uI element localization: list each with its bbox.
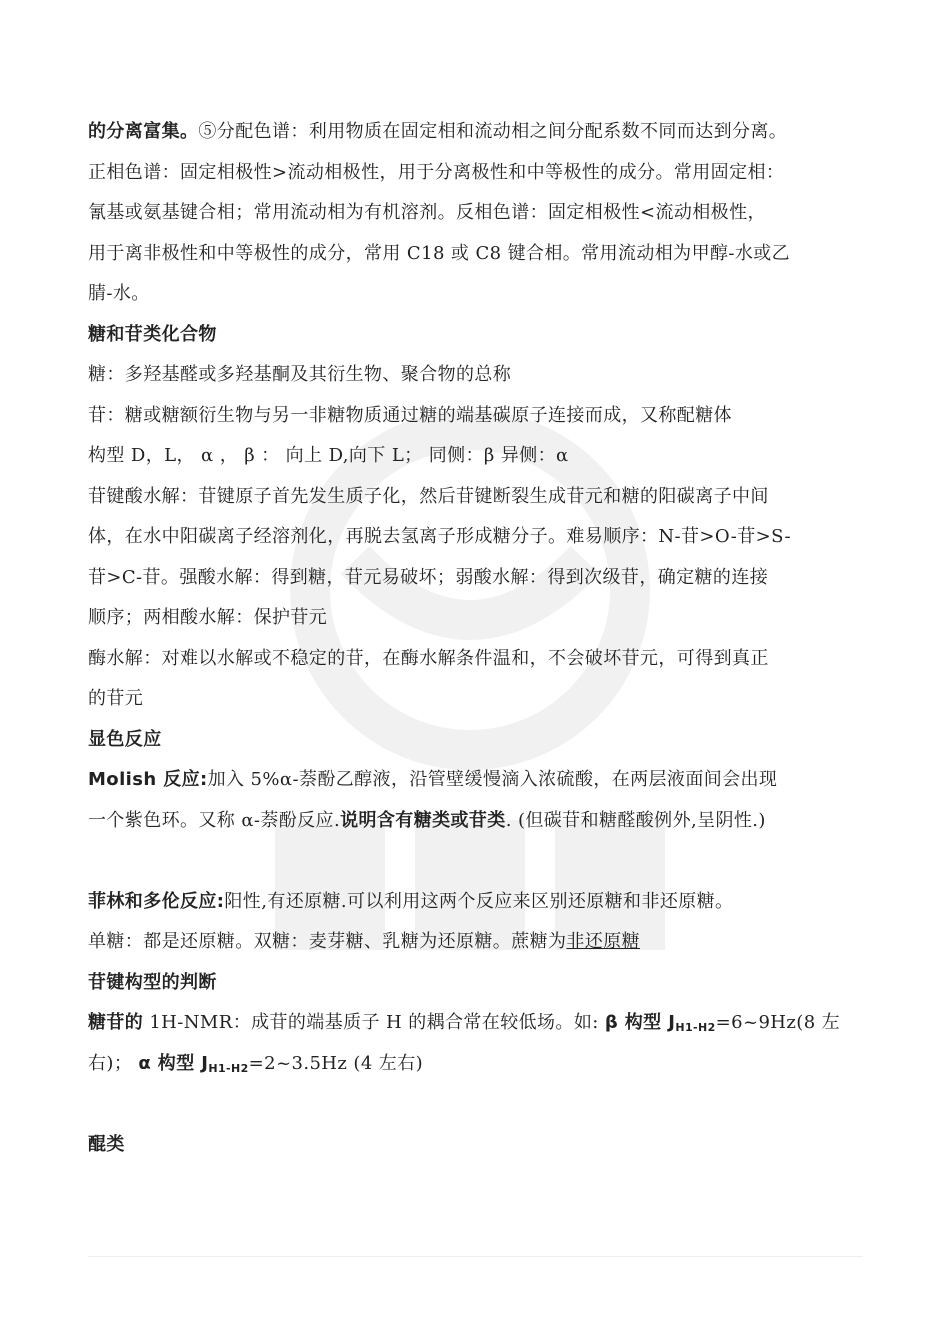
paragraph-line: 构型 D，L， α ， β ： 向上 D,向下 L； 同侧：β 异侧：α	[88, 445, 569, 466]
blank-line	[88, 1084, 878, 1125]
paragraph-line: 顺序；两相酸水解：保护苷元	[88, 607, 328, 628]
paragraph-line: 腈-水。	[88, 283, 150, 304]
paragraph-line: 苷：糖或糖额衍生物与另一非糖物质通过糖的端基碳原子连接而成，又称配糖体	[88, 404, 732, 426]
paragraph-line: 苷>C-苷。强酸水解：得到糖，苷元易破坏；弱酸水解：得到次级苷，确定糖的连接	[88, 566, 769, 588]
paragraph-line: 一个紫色环。又称 α-萘酚反应.说明含有糖类或苷类. (但碳苷和糖醛酸例外,呈阴性.)	[88, 809, 766, 831]
paragraph-line: 正相色谱：固定相极性>流动相极性，用于分离极性和中等极性的成分。常用固定相：	[88, 161, 785, 183]
paragraph-line: 的苷元	[88, 688, 144, 709]
section-heading-color-reaction: 显色反应	[88, 728, 162, 750]
paragraph-line: 酶水解：对难以水解或不稳定的苷，在酶水解条件温和，不会破坏苷元，可得到真正	[88, 647, 769, 669]
footer-divider	[88, 1256, 863, 1257]
paragraph-line: 单糖：都是还原糖。双糖：麦芽糖、乳糖为还原糖。蔗糖为非还原糖	[88, 931, 641, 952]
paragraph-line: 用于离非极性和中等极性的成分，常用 C18 或 C8 键合相。常用流动相为甲醇-水或乙	[88, 242, 791, 264]
section-heading-glycoside-config: 苷键构型的判断	[88, 971, 217, 993]
section-heading-quinones: 醌类	[88, 1133, 125, 1155]
paragraph-line: 的分离富集。⑤分配色谱：利用物质在固定相和流动相之间分配系数不同而达到分离。	[88, 121, 788, 142]
paragraph-line: Molish 反应:加入 5%α-萘酚乙醇液，沿管壁缓慢滴入浓硫酸，在两层液面间会出现	[88, 769, 778, 790]
paragraph-line: 体，在水中阳碳离子经溶剂化，再脱去氢离子形成糖分子。难易顺序：N-苷>O-苷>S-	[88, 526, 791, 547]
paragraph-line: 糖苷的 1H-NMR：成苷的端基质子 H 的耦合常在较低场。如: β 构型 $J_{H1-H2}=6\sim 9Hz(8$ 左	[88, 1012, 841, 1034]
paragraph-line: 糖：多羟基醛或多羟基酮及其衍生物、聚合物的总称	[88, 364, 512, 385]
document-body	[88, 112, 878, 1165]
section-heading-sugar: 糖和苷类化合物	[88, 323, 217, 345]
blank-line	[88, 841, 878, 882]
paragraph-line: 苷键酸水解：苷键原子首先发生质子化，然后苷键断裂生成苷元和糖的阳碳离子中间	[88, 485, 769, 507]
paragraph-line: 右)； α 构型 $J_{H1-H2}=2\sim 3.5Hz$ (4 左右)	[88, 1052, 424, 1075]
paragraph-line: 菲林和多伦反应:阳性,有还原糖.可以利用这两个反应来区别还原糖和非还原糖。	[88, 890, 734, 912]
paragraph-line: 氰基或氨基键合相；常用流动相为有机溶剂。反相色谱：固定相极性<流动相极性，	[88, 202, 766, 223]
